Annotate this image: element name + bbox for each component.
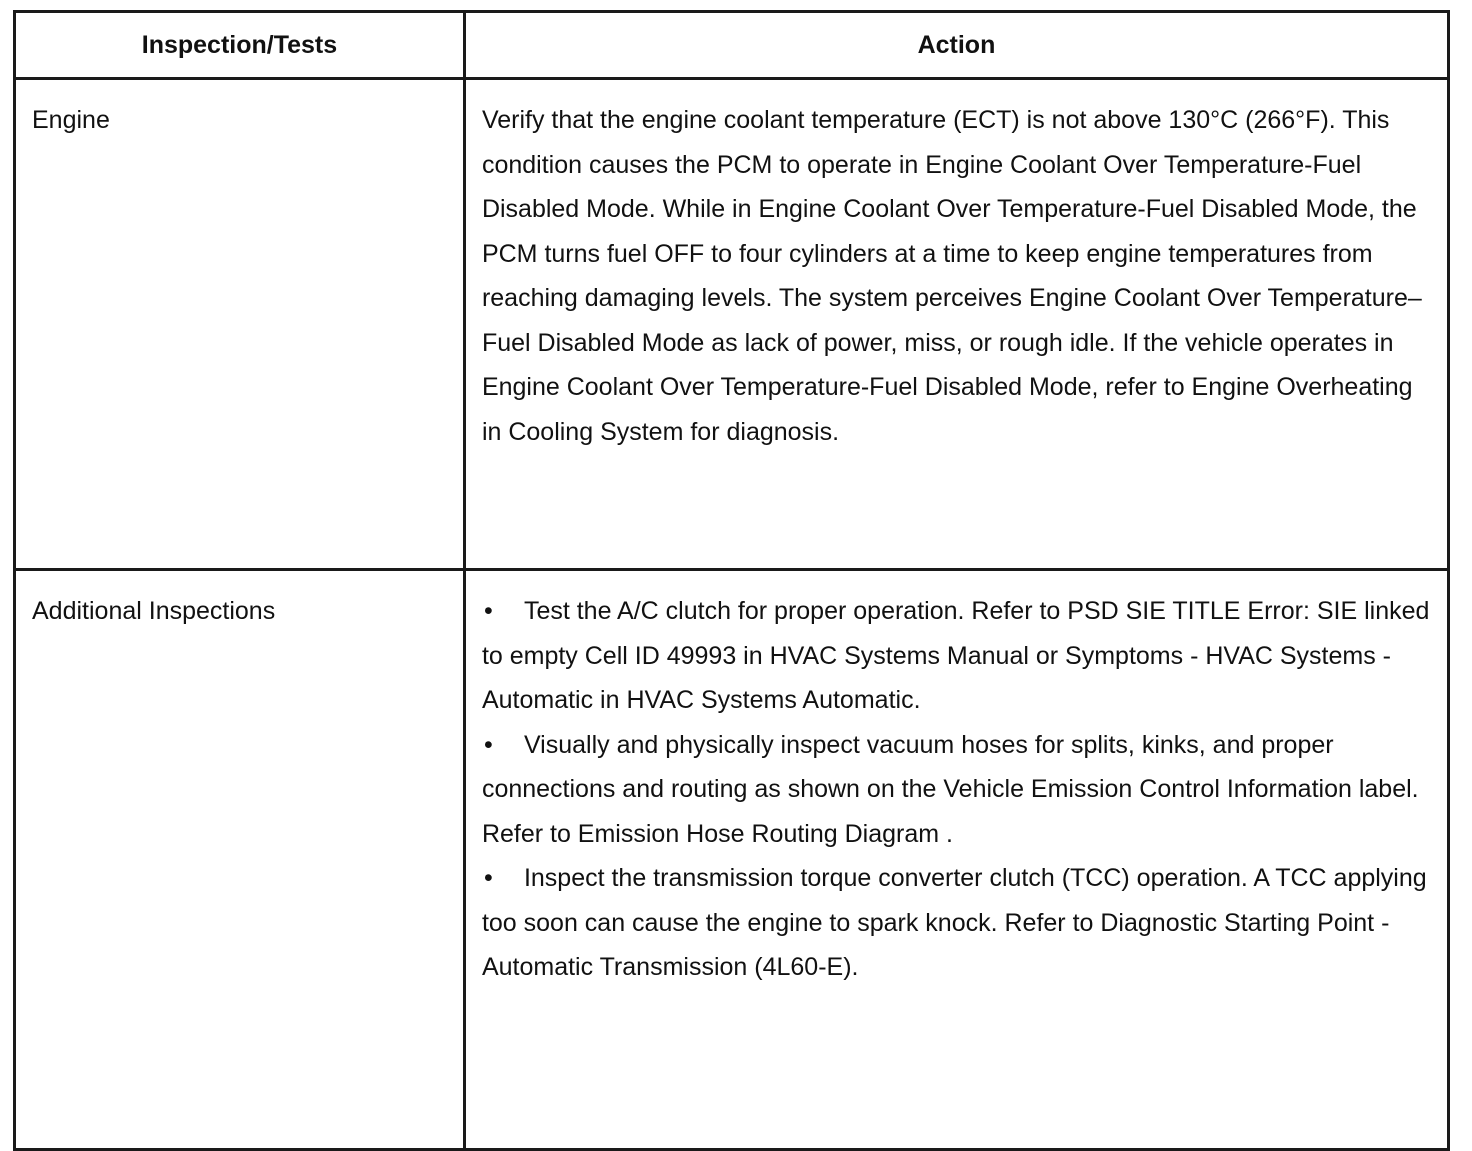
bullet-icon: •	[483, 864, 493, 892]
action-cell-additional	[464, 570, 1448, 1150]
bullet-item-tcc	[482, 856, 1431, 990]
table-row	[15, 570, 1449, 1150]
bullet-item-ac-clutch	[482, 589, 1431, 723]
inspection-cell-additional	[15, 570, 465, 1150]
action-cell-engine	[464, 79, 1448, 570]
bullet-icon: •	[483, 597, 493, 625]
bullet-text: Inspect the transmission torque converter clutch (TCC) operation. A TCC applying too soon can cause the engine to spark knock. Refer to Diagnostic Starting Point - Automatic Transmission (4L60-E).	[481, 864, 1427, 981]
table-header-row	[15, 12, 1449, 79]
bullet-text: Test the A/C clutch for proper operation. Refer to PSD SIE TITLE Error: SIE linked to empty Cell ID 49993 in HVAC Systems Manual or Symptoms - HVAC Systems - Automatic in HVAC Systems Automatic.	[481, 597, 1430, 714]
header-action: Action	[464, 12, 1448, 79]
bullet-item-vacuum-hoses	[482, 723, 1431, 857]
inspection-cell-engine	[15, 79, 465, 570]
bullet-icon: •	[483, 730, 493, 759]
action-text: Verify that the engine coolant temperature (ECT) is not above 130°C (266°F). This condition causes the PCM to operate in Engine Coolant Over Temperature-Fuel Disabled Mode. While in Engine Coolant Over Temperature-Fuel Disabled Mode, the PCM turns fuel OFF to four cylinders at a time to keep engine temperatures from reaching damaging levels. The system perceives Engine Coolant Over Temperature–Fuel Disabled Mode as lack of power, miss, or rough idle. If the vehicle operates in Engine Coolant Over Temperature-Fuel Disabled Mode, refer to Engine Overheating in Cooling System for diagnosis.	[481, 106, 1422, 446]
header-inspection-tests: Inspection/Tests	[15, 12, 465, 79]
inspection-label: Engine	[32, 106, 110, 134]
table-row	[15, 79, 1449, 570]
inspection-label: Additional Inspections	[32, 597, 276, 625]
bullet-text: Visually and physically inspect vacuum hoses for splits, kinks, and proper connections and routing as shown on the Vehicle Emission Control Information label. Refer to Emission Hose Routing Diagram .	[481, 730, 1419, 848]
inspection-table	[13, 10, 1450, 1151]
